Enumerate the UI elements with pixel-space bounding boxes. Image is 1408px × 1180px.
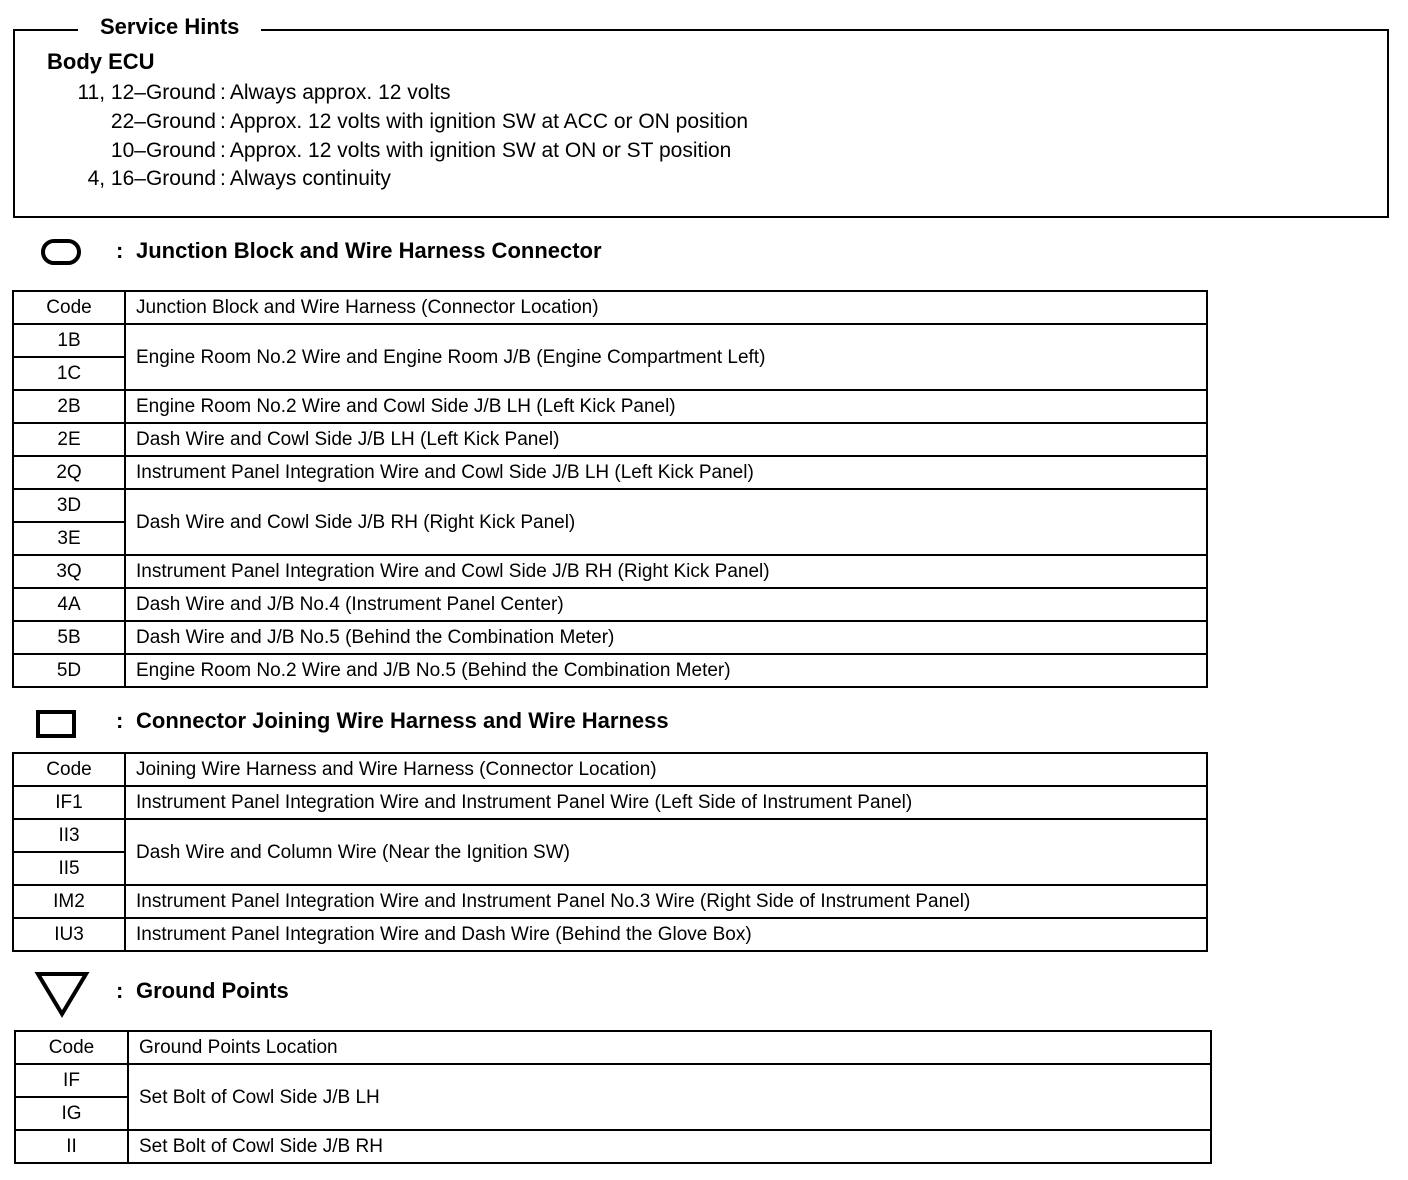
table-row xyxy=(15,1064,1211,1097)
code-cell: 4A xyxy=(13,588,125,621)
connector-heading: Connector Joining Wire Harness and Wire Harness xyxy=(136,708,669,733)
code-cell: 2B xyxy=(13,390,125,423)
table-row xyxy=(13,423,1207,456)
code-cell: 3D xyxy=(13,489,125,522)
legend-colon: : xyxy=(116,978,124,1003)
body-ecu-subtitle: Body ECU xyxy=(47,49,155,74)
table-header-row xyxy=(13,753,1207,786)
code-cell: IG xyxy=(15,1097,128,1130)
table-row xyxy=(13,654,1207,687)
location-cell: Instrument Panel Integration Wire and Cowl Side J/B LH (Left Kick Panel) xyxy=(125,456,1207,489)
table-row xyxy=(13,555,1207,588)
header-location: Joining Wire Harness and Wire Harness (Connector Location) xyxy=(125,753,1207,786)
header-location: Ground Points Location xyxy=(128,1031,1211,1064)
code-cell: 5D xyxy=(13,654,125,687)
code-cell: II xyxy=(15,1130,128,1163)
code-cell: 3E xyxy=(13,522,125,555)
location-cell: Instrument Panel Integration Wire and Instrument Panel Wire (Left Side of Instrument Panel) xyxy=(125,786,1207,819)
table-row xyxy=(13,489,1207,522)
table-header-row xyxy=(13,291,1207,324)
location-cell: Engine Room No.2 Wire and J/B No.5 (Behind the Combination Meter) xyxy=(125,654,1207,687)
table-row xyxy=(13,885,1207,918)
table-row xyxy=(15,1130,1211,1163)
junction-table xyxy=(12,290,1208,688)
location-cell: Set Bolt of Cowl Side J/B LH xyxy=(128,1064,1211,1130)
table-row xyxy=(13,918,1207,951)
table-row xyxy=(13,819,1207,852)
location-cell: Instrument Panel Integration Wire and Dash Wire (Behind the Glove Box) xyxy=(125,918,1207,951)
hint-terminal: 22–Ground xyxy=(110,110,216,133)
code-cell: II5 xyxy=(13,852,125,885)
location-cell: Dash Wire and Cowl Side J/B RH (Right Kick Panel) xyxy=(125,489,1207,555)
header-location: Junction Block and Wire Harness (Connector Location) xyxy=(125,291,1207,324)
code-cell: II3 xyxy=(13,819,125,852)
hint-separator: : xyxy=(220,110,226,133)
table-row xyxy=(13,390,1207,423)
hint-description: Approx. 12 volts with ignition SW at ON or ST position xyxy=(229,139,732,162)
connector-table xyxy=(12,752,1208,952)
hint-line xyxy=(40,165,391,193)
hint-line xyxy=(40,137,731,165)
location-cell: Dash Wire and J/B No.5 (Behind the Combination Meter) xyxy=(125,621,1207,654)
hint-terminal: 11, 12–Ground xyxy=(77,81,216,104)
code-cell: IU3 xyxy=(13,918,125,951)
hint-line xyxy=(40,108,748,136)
hint-terminal: 4, 16–Ground xyxy=(87,167,216,190)
ground-table xyxy=(14,1030,1212,1164)
header-code: Code xyxy=(13,753,125,786)
table-row xyxy=(13,786,1207,819)
code-cell: IF xyxy=(15,1064,128,1097)
hint-separator: : xyxy=(220,139,226,162)
down-triangle-icon xyxy=(34,970,90,1018)
code-cell: 2Q xyxy=(13,456,125,489)
hint-line xyxy=(40,79,450,107)
junction-heading: Junction Block and Wire Harness Connector xyxy=(136,238,602,263)
location-cell: Dash Wire and Column Wire (Near the Ignition SW) xyxy=(125,819,1207,885)
code-cell: 5B xyxy=(13,621,125,654)
table-header-row xyxy=(15,1031,1211,1064)
location-cell: Instrument Panel Integration Wire and Instrument Panel No.3 Wire (Right Side of Instrument Panel) xyxy=(125,885,1207,918)
rectangle-icon xyxy=(36,710,76,738)
location-cell: Engine Room No.2 Wire and Cowl Side J/B LH (Left Kick Panel) xyxy=(125,390,1207,423)
code-cell: 3Q xyxy=(13,555,125,588)
hint-separator: : xyxy=(220,81,226,104)
header-code: Code xyxy=(15,1031,128,1064)
location-cell: Set Bolt of Cowl Side J/B RH xyxy=(128,1130,1211,1163)
table-row xyxy=(13,588,1207,621)
rounded-rectangle-icon xyxy=(41,239,81,265)
code-cell: 1B xyxy=(13,324,125,357)
hint-description: Always continuity xyxy=(229,167,391,190)
service-hints-title: Service Hints xyxy=(78,13,261,41)
header-code: Code xyxy=(13,291,125,324)
table-row xyxy=(13,456,1207,489)
hint-terminal: 10–Ground xyxy=(110,139,216,162)
location-cell: Dash Wire and Cowl Side J/B LH (Left Kick Panel) xyxy=(125,423,1207,456)
legend-colon: : xyxy=(116,238,124,263)
location-cell: Instrument Panel Integration Wire and Cowl Side J/B RH (Right Kick Panel) xyxy=(125,555,1207,588)
table-row xyxy=(13,621,1207,654)
legend-colon: : xyxy=(116,708,124,733)
table-row xyxy=(13,324,1207,357)
hint-description: Approx. 12 volts with ignition SW at ACC or ON position xyxy=(229,110,749,133)
location-cell: Engine Room No.2 Wire and Engine Room J/B (Engine Compartment Left) xyxy=(125,324,1207,390)
code-cell: 1C xyxy=(13,357,125,390)
code-cell: IM2 xyxy=(13,885,125,918)
code-cell: 2E xyxy=(13,423,125,456)
hint-separator: : xyxy=(220,167,226,190)
code-cell: IF1 xyxy=(13,786,125,819)
ground-heading: Ground Points xyxy=(136,978,289,1003)
location-cell: Dash Wire and J/B No.4 (Instrument Panel Center) xyxy=(125,588,1207,621)
hint-description: Always approx. 12 volts xyxy=(229,81,451,104)
